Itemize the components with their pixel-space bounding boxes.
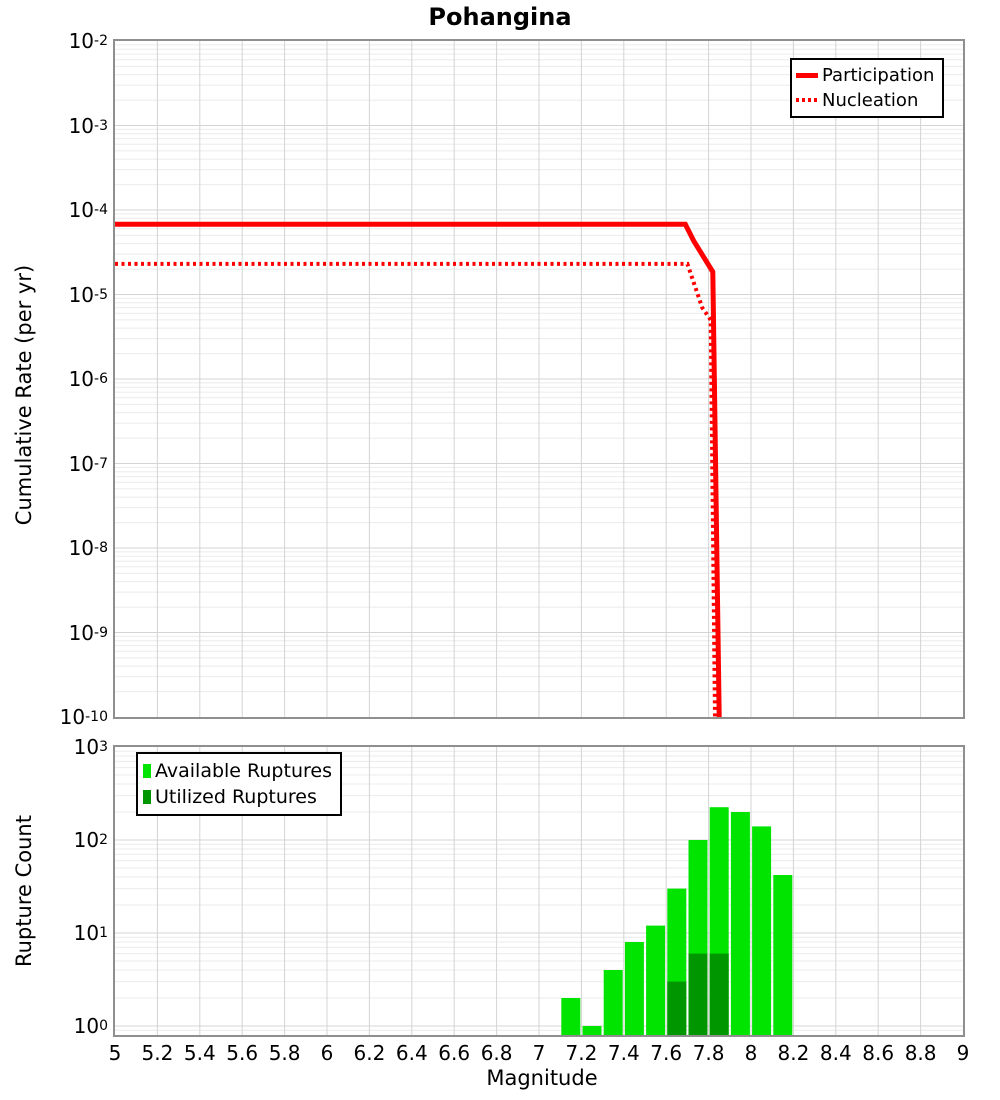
utilized-ruptures-swatch	[143, 790, 151, 804]
x-tick-label: 7.6	[650, 1041, 683, 1065]
x-tick-label: 6.6	[438, 1041, 471, 1065]
y-tick-label: 10 -2	[68, 29, 108, 53]
utilized-legend-label: Utilized Ruptures	[155, 786, 317, 808]
rate-legend	[790, 58, 944, 118]
x-tick-label: 9	[956, 1041, 970, 1065]
utilized-ruptures-bar	[667, 982, 686, 1035]
available-ruptures-bar	[625, 942, 644, 1035]
bottom-y-axis-label: Rupture Count	[12, 815, 36, 967]
x-tick-label: 5.4	[183, 1041, 216, 1065]
rupture-legend	[136, 752, 342, 816]
y-tick-label: 10 -7	[68, 451, 108, 476]
x-tick-label: 6	[320, 1041, 334, 1065]
y-tick-label: 10 1	[73, 921, 108, 945]
x-tick-label: 8.4	[819, 1041, 852, 1065]
legend-item-available	[143, 760, 335, 782]
available-legend-label: Available Ruptures	[155, 760, 332, 782]
nucleation-line	[115, 264, 715, 717]
legend-item-utilized	[143, 786, 335, 808]
available-ruptures-bar	[604, 970, 623, 1035]
x-tick-label: 5.2	[141, 1041, 174, 1065]
available-ruptures-bar	[646, 926, 665, 1035]
available-ruptures-bar	[731, 812, 750, 1035]
x-tick-label: 5.6	[226, 1041, 259, 1065]
legend-item-participation	[796, 65, 938, 86]
x-tick-label: 7	[532, 1041, 546, 1065]
utilized-ruptures-bar	[710, 954, 729, 1035]
y-tick-label: 10 -5	[68, 282, 108, 307]
top-y-axis-label: Cumulative Rate (per yr)	[12, 264, 36, 526]
y-tick-label: 10 -3	[68, 113, 108, 138]
x-tick-label: 5	[108, 1041, 122, 1065]
available-ruptures-swatch	[143, 764, 151, 778]
available-ruptures-bar	[773, 875, 792, 1035]
x-tick-label: 8.2	[777, 1041, 810, 1065]
participation-legend-label: Participation	[822, 65, 935, 87]
x-tick-label: 6.2	[353, 1041, 386, 1065]
y-tick-label: 10 -6	[68, 367, 108, 391]
y-tick-label: 10 -8	[68, 536, 108, 560]
nucleation-legend-label: Nucleation	[822, 89, 919, 111]
available-ruptures-bar	[583, 1026, 602, 1035]
x-tick-label: 6.8	[480, 1041, 513, 1065]
utilized-ruptures-bar	[689, 954, 708, 1035]
x-tick-label: 8.8	[904, 1041, 937, 1065]
participation-line-sample	[796, 73, 818, 78]
y-tick-label: 10 3	[73, 735, 108, 759]
available-ruptures-bar	[561, 998, 580, 1035]
x-tick-label: 8	[744, 1041, 758, 1065]
x-tick-label: 5.8	[268, 1041, 301, 1065]
x-axis-label: Magnitude	[486, 1066, 598, 1090]
y-tick-label: 10 0	[73, 1014, 108, 1038]
y-tick-label: 10 -10	[59, 705, 108, 729]
x-tick-label: 8.6	[862, 1041, 895, 1065]
cumulative-rate-panel	[113, 39, 965, 719]
y-tick-label: 10 -4	[68, 198, 108, 222]
nucleation-line-sample	[796, 98, 818, 102]
legend-item-nucleation	[796, 90, 938, 111]
x-tick-label: 7.8	[692, 1041, 725, 1065]
y-tick-label: 10 2	[73, 828, 108, 852]
x-tick-label: 6.4	[395, 1041, 428, 1065]
chart-title: Pohangina	[428, 3, 572, 31]
cumulative-rate-plot	[115, 41, 963, 717]
available-ruptures-bar	[752, 826, 771, 1035]
x-tick-label: 7.4	[607, 1041, 640, 1065]
y-tick-label: 10 -9	[68, 620, 108, 645]
x-tick-label: 7.2	[565, 1041, 598, 1065]
